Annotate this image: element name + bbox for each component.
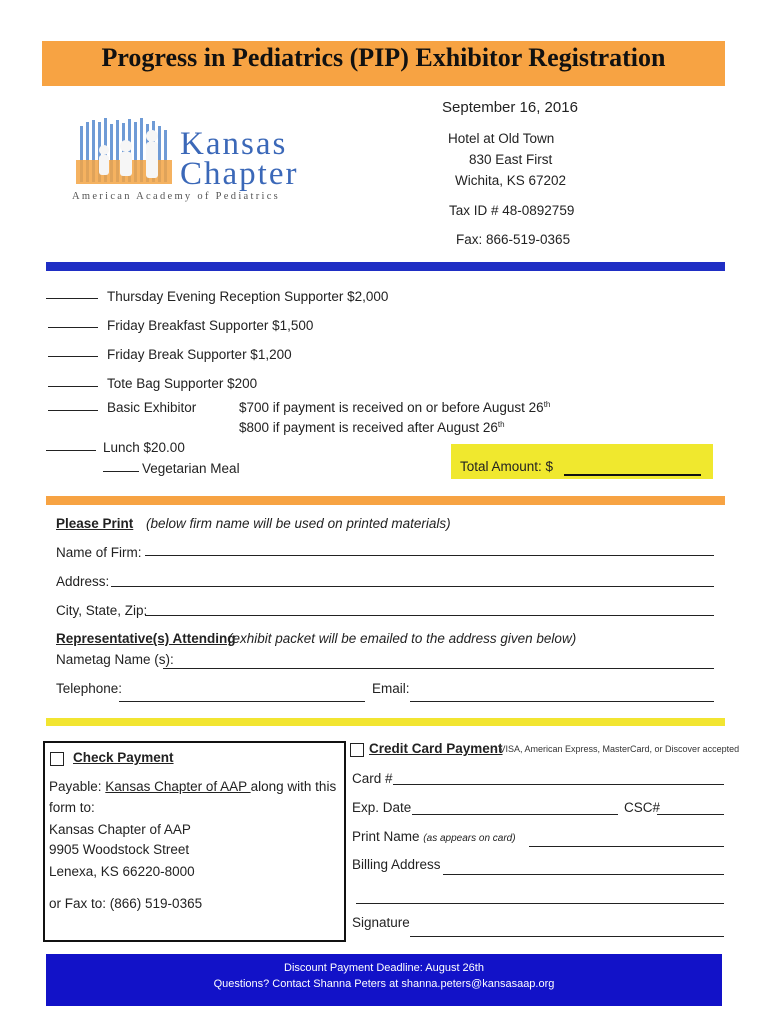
firm-name-field[interactable] [145,555,714,556]
lunch-blank[interactable] [46,450,96,451]
billing-address-field-2[interactable] [356,903,724,904]
option-blank-3[interactable] [48,356,98,357]
city-state-zip-field[interactable] [145,615,714,616]
nametag-field[interactable] [163,668,714,669]
total-amount-box [451,444,713,479]
event-venue: Hotel at Old Town [448,131,555,146]
option-blank-2[interactable] [48,327,98,328]
basic-price-early: $700 if payment is received on or before August 26th [239,400,551,415]
logo-line1: Kansas [180,126,288,162]
address-field[interactable] [111,586,714,587]
logo-graphic-icon [70,118,340,210]
credit-card-note: - VISA, American Express, MasterCard, or Discover accepted [494,744,740,754]
representatives-note: (exhibit packet will be emailed to the address given below) [228,631,577,646]
credit-card-heading: Credit Card Payment [369,741,503,756]
option-tote-bag: Tote Bag Supporter $200 [107,376,258,391]
please-print-heading: Please Print [56,516,134,531]
option-blank-4[interactable] [48,386,98,387]
please-print-note: (below firm name will be used on printed materials) [146,516,451,531]
telephone-field[interactable] [119,701,365,702]
check-payable: Payable: Kansas Chapter of AAP along with this [49,779,337,794]
nametag-label: Nametag Name (s): [56,652,174,667]
print-name-label: Print Name (as appears on card) [352,829,516,844]
signature-label: Signature [352,915,410,930]
event-date: September 16, 2016 [442,99,578,116]
firm-name-label: Name of Firm: [56,545,142,560]
card-number-field[interactable] [393,784,724,785]
blue-divider [46,262,725,271]
credit-card-checkbox[interactable] [350,743,364,757]
total-amount-label: Total Amount: $ [460,459,554,474]
check-payment-heading: Check Payment [73,750,174,765]
event-fax: Fax: 866-519-0365 [456,232,571,247]
check-payment-checkbox[interactable] [50,752,64,766]
logo-org: American Academy of Pediatrics [72,191,281,202]
print-name-field[interactable] [529,846,724,847]
csc-field[interactable] [657,814,724,815]
footer-banner [46,954,722,1006]
tax-id: Tax ID # 48-0892759 [449,203,575,218]
logo-line2: Chapter [180,156,299,192]
vegetarian-meal-label: Vegetarian Meal [142,461,240,476]
check-fax: or Fax to: (866) 519-0365 [49,896,203,911]
total-amount-field[interactable] [564,474,701,476]
event-city: Wichita, KS 67202 [455,173,567,188]
email-field[interactable] [410,701,714,702]
email-label: Email: [372,681,410,696]
title-banner [42,41,725,86]
lunch-label: Lunch $20.00 [103,440,185,455]
telephone-label: Telephone: [56,681,123,696]
check-form-to: form to: [49,800,95,815]
basic-price-late: $800 if payment is received after August 26th [239,420,505,435]
page-title: Progress in Pediatrics (PIP) Exhibitor Registration [101,43,666,72]
address-label: Address: [56,574,110,589]
option-friday-break: Friday Break Supporter $1,200 [107,347,292,362]
billing-address-label: Billing Address [352,857,441,872]
check-address-1: Kansas Chapter of AAP [49,822,191,837]
discount-deadline: Discount Payment Deadline: August 26th [284,962,484,974]
option-blank-1[interactable] [46,298,98,299]
veg-blank[interactable] [103,471,139,472]
kansas-chapter-logo [70,118,340,210]
check-address-3: Lenexa, KS 66220-8000 [49,864,195,879]
option-basic-exhibitor: Basic Exhibitor [107,400,197,415]
event-street: 830 East First [469,152,553,167]
city-state-zip-label: City, State, Zip: [56,603,148,618]
option-thursday-reception: Thursday Evening Reception Supporter $2,000 [107,289,389,304]
option-friday-breakfast: Friday Breakfast Supporter $1,500 [107,318,314,333]
yellow-divider [46,718,725,726]
contact-info: Questions? Contact Shanna Peters at shanna.peters@kansasaap.org [213,978,555,990]
card-number-label: Card # [352,771,393,786]
representatives-heading: Representative(s) Attending [56,631,236,646]
option-blank-5[interactable] [48,410,98,411]
exp-date-field[interactable] [412,814,618,815]
exp-date-label: Exp. Date [352,800,412,815]
orange-divider [46,496,725,505]
csc-label: CSC# [624,800,661,815]
billing-address-field-1[interactable] [443,874,724,875]
signature-field[interactable] [410,936,724,937]
check-address-2: 9905 Woodstock Street [49,842,190,857]
